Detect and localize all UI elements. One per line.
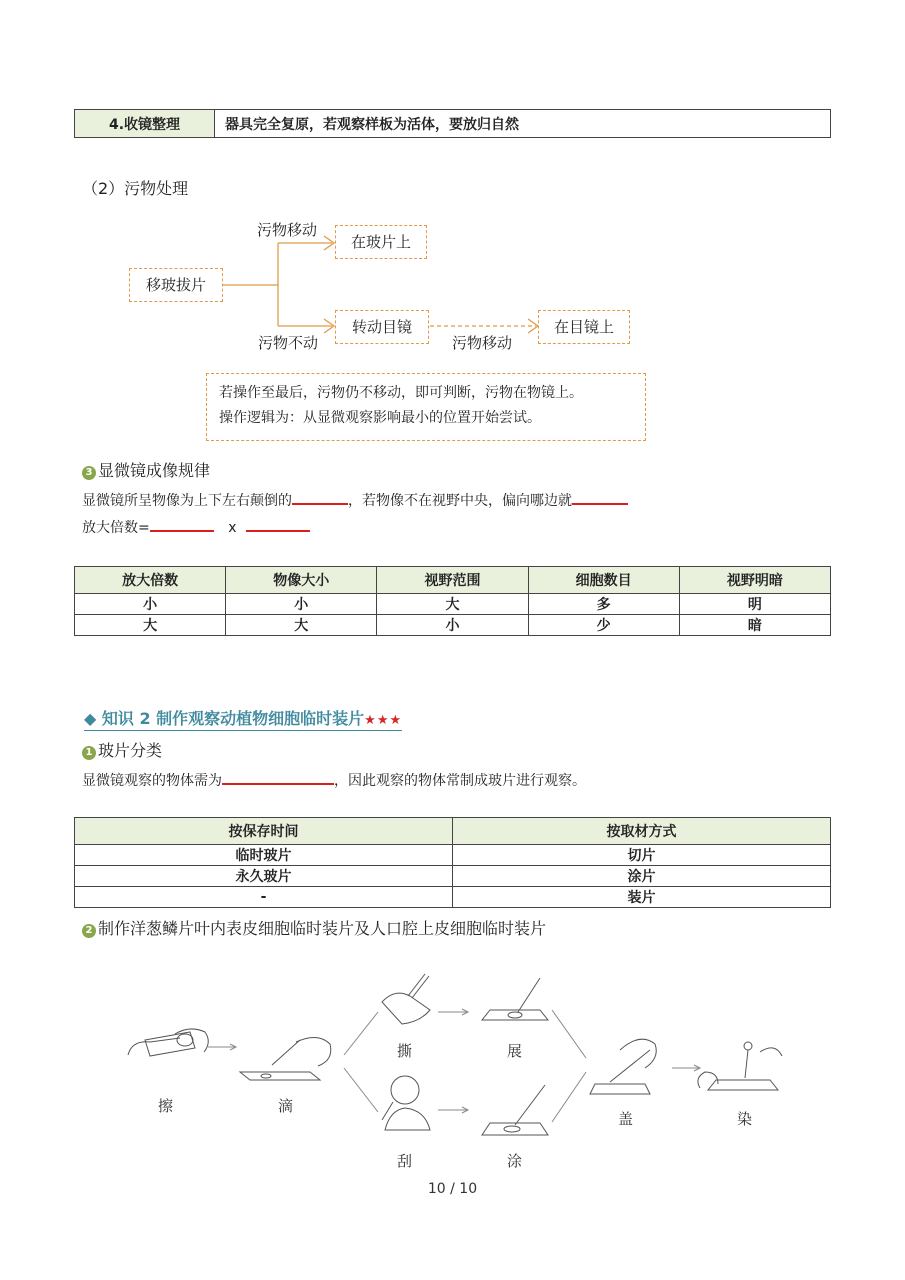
flow-middle-box: 转动目镜 [335,310,429,344]
knowledge2-title: 知识 2 制作观察动植物细胞临时装片 [101,709,365,728]
slide-type-header: 按取材方式 [453,818,831,845]
flow-upper-label: 污物移动 [257,221,318,239]
table-cell: 大 [75,615,226,636]
table-cell: 装片 [453,887,831,908]
page-number: 10 / 10 [427,1181,478,1197]
slide-class-text [82,769,586,790]
step-scrape: 刮 [397,1152,413,1170]
step-drip: 滴 [278,1097,294,1115]
imaging-line1-b: ，若物像不在视野中央，偏向哪边就 [348,493,572,509]
procedure-badge: 2 [82,924,96,938]
cover-slip-icon [590,1039,656,1094]
table-cell: 大 [226,615,377,636]
mag-header: 细胞数目 [528,567,679,594]
procedure-heading: 制作洋葱鳞片叶内表皮细胞临时装片及人口腔上皮细胞临时装片 [98,919,547,938]
magnification-header-row [75,567,831,594]
mag-header: 视野范围 [377,567,528,594]
table-cell: 暗 [679,615,830,636]
table-cell: 少 [528,615,679,636]
table-cell: 小 [377,615,528,636]
table-cell: 明 [679,594,830,615]
table-row [75,866,831,887]
slide-class-text-a: 显微镜观察的物体需为 [82,773,222,789]
diamond-icon: ◆ [84,709,97,728]
flow-final-box: 在目镜上 [538,310,630,344]
table-cell: - [75,887,453,908]
drip-dropper-icon [240,1037,331,1080]
times-sign: x [228,520,237,536]
blank-3[interactable] [150,516,214,532]
slide-class-text-b: ，因此观察的物体常制成玻片进行观察。 [334,773,586,789]
blank-2[interactable] [572,489,628,505]
step-cover: 盖 [618,1110,634,1128]
procedure-heading-row [82,916,546,939]
flow-connectors [0,0,905,360]
slide-class-heading: 玻片分类 [98,741,163,760]
mag-header: 物像大小 [226,567,377,594]
dirt-heading: （2）污物处理 [82,179,189,198]
step-smear: 涂 [507,1152,523,1170]
table-cell: 小 [226,594,377,615]
imaging-heading: 显微镜成像规律 [98,461,211,480]
top-table-desc: 器具完全复原，若观察样板为活体，要放归自然 [215,110,831,138]
wipe-hands-icon [128,1029,208,1056]
table-row [75,887,831,908]
blank-1[interactable] [292,489,348,505]
step-stain: 染 [737,1110,753,1128]
table-row [75,615,831,636]
magnification-table [74,566,831,636]
step-wipe: 擦 [158,1097,174,1115]
imaging-line1-a: 显微镜所呈物像为上下左右颠倒的 [82,493,292,509]
dirt-note-box [206,373,646,441]
table-cell: 大 [377,594,528,615]
imaging-badge: 3 [82,466,96,480]
slide-class-heading-row [82,738,162,761]
blank-5[interactable] [222,769,334,785]
slide-type-header-row [75,818,831,845]
knowledge2-title-row [84,706,402,731]
table-cell: 小 [75,594,226,615]
step-spread: 展 [507,1042,523,1060]
flow-lower-label: 污物不动 [258,334,319,352]
scrape-person-icon [382,1076,430,1130]
imaging-line2-a: 放大倍数= [82,520,150,536]
procedure-drawing [0,960,905,1180]
table-cell: 多 [528,594,679,615]
tear-tweezers-icon [382,974,430,1024]
star-rating-icon: ★★★ [364,713,403,728]
table-row [75,845,831,866]
flow-upper-result-box: 在玻片上 [335,225,427,259]
mag-header: 视野明暗 [679,567,830,594]
flow-lower-label2: 污物移动 [452,334,513,352]
flow-start-box: 移玻拔片 [129,268,223,302]
spread-needle-icon [482,978,548,1020]
step-tear: 撕 [397,1042,413,1060]
slide-class-badge: 1 [82,746,96,760]
table-cell: 永久玻片 [75,866,453,887]
table-cell: 临时玻片 [75,845,453,866]
stain-dropper-icon [698,1042,782,1090]
table-cell: 切片 [453,845,831,866]
imaging-heading-row [82,458,210,481]
smear-swab-icon [482,1085,548,1135]
top-table-step: 4.收镜整理 [75,110,215,138]
imaging-line-1 [82,489,628,510]
note-line-1: 若操作至最后，污物仍不移动，即可判断，污物在物镜上。 [219,385,583,401]
table-row [75,594,831,615]
note-line-2: 操作逻辑为：从显微观察影响最小的位置开始尝试。 [219,410,541,426]
slide-type-header: 按保存时间 [75,818,453,845]
slide-type-table [74,817,831,908]
blank-4[interactable] [246,516,310,532]
table-cell: 涂片 [453,866,831,887]
mag-header: 放大倍数 [75,567,226,594]
imaging-line-2 [82,516,310,537]
